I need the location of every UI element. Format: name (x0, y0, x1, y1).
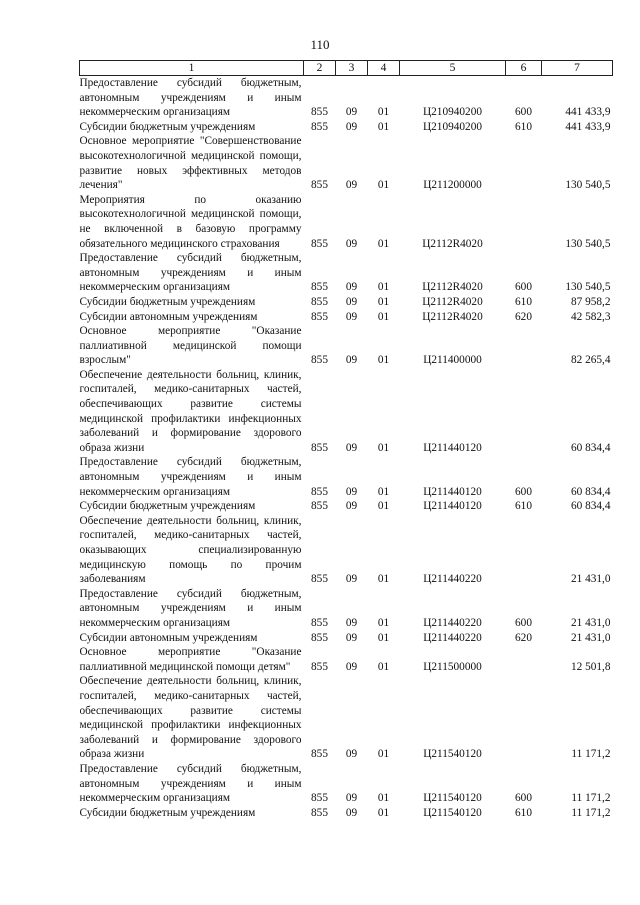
row-section: 09 (345, 237, 358, 250)
header-col-1: 1 (80, 61, 304, 76)
row-amount: 60 834,4 (570, 485, 611, 498)
row-amount: 11 171,2 (571, 748, 611, 761)
row-section: 09 (345, 485, 358, 498)
table-row (80, 134, 613, 192)
row-name: Субсидии бюджетным учреждениям (79, 806, 256, 819)
row-section: 09 (345, 660, 358, 673)
row-expense-type (506, 324, 542, 368)
row-expense-type: 600 (515, 106, 532, 119)
table-row (80, 587, 613, 631)
row-section: 09 (345, 310, 358, 323)
row-subsection: 01 (377, 485, 390, 498)
row-expense-type (506, 134, 542, 192)
row-subsection: 01 (377, 792, 390, 805)
header-col-5: 5 (400, 61, 506, 76)
row-expense-type (506, 368, 542, 456)
row-amount: 60 834,4 (570, 500, 611, 513)
row-ministry: 855 (311, 120, 328, 133)
row-name: Субсидии бюджетным учреждениям (79, 295, 256, 308)
row-expense-type: 620 (515, 310, 532, 323)
table-row (80, 193, 613, 251)
row-target-article: Ц2112R4020 (422, 237, 483, 250)
table-row (80, 310, 613, 325)
row-expense-type (506, 645, 542, 674)
row-name: Мероприятия по оказанию высокотехнологичной медицинской помощи, не включенной в базовую программу обязательного медицинского страхования (79, 193, 302, 250)
row-target-article: Ц2112R4020 (422, 295, 483, 308)
row-ministry: 855 (311, 616, 328, 629)
row-subsection: 01 (377, 237, 390, 250)
row-target-article: Ц211540120 (423, 806, 482, 819)
row-name: Субсидии автономным учреждениям (79, 310, 258, 323)
row-target-article: Ц211540120 (423, 748, 482, 761)
row-amount: 12 501,8 (570, 660, 611, 673)
row-subsection: 01 (377, 748, 390, 761)
table-row (80, 631, 613, 646)
row-amount: 441 433,9 (565, 120, 611, 133)
row-amount: 21 431,0 (570, 573, 611, 586)
row-amount: 130 540,5 (565, 179, 611, 192)
table-row (80, 295, 613, 310)
row-amount: 11 171,2 (571, 806, 611, 819)
row-expense-type: 610 (515, 120, 532, 133)
row-section: 09 (345, 354, 358, 367)
row-ministry: 855 (311, 485, 328, 498)
row-target-article: Ц211500000 (423, 660, 482, 673)
budget-table (79, 60, 613, 820)
row-section: 09 (345, 748, 358, 761)
row-section: 09 (345, 500, 358, 513)
table-row (80, 514, 613, 587)
row-name: Обеспечение деятельности больниц, клиник, госпиталей, медико-санитарных частей, обеспечивающих развитие системы медицинской профилактики инфекционных заболеваний и формирование здорового образа жизни (79, 368, 302, 454)
row-subsection: 01 (377, 806, 390, 819)
row-section: 09 (345, 573, 358, 586)
row-subsection: 01 (377, 354, 390, 367)
row-section: 09 (345, 616, 358, 629)
row-subsection: 01 (377, 660, 390, 673)
row-expense-type: 600 (515, 281, 532, 294)
row-ministry: 855 (311, 792, 328, 805)
row-subsection: 01 (377, 616, 390, 629)
row-subsection: 01 (377, 281, 390, 294)
row-amount: 130 540,5 (565, 237, 611, 250)
table-row (80, 499, 613, 514)
row-amount: 60 834,4 (570, 441, 611, 454)
row-expense-type: 600 (515, 616, 532, 629)
table-row (80, 806, 613, 821)
header-col-7: 7 (542, 61, 613, 76)
row-target-article: Ц211400000 (423, 354, 482, 367)
row-section: 09 (345, 281, 358, 294)
row-expense-type: 600 (515, 792, 532, 805)
table-row (80, 674, 613, 762)
table-body (80, 76, 613, 821)
row-name: Субсидии автономным учреждениям (79, 631, 258, 644)
row-name: Предоставление субсидий бюджетным, автономным учреждениям и иным некоммерческим организациям (79, 77, 302, 119)
row-amount: 130 540,5 (565, 281, 611, 294)
table-row (80, 251, 613, 295)
row-expense-type: 620 (515, 631, 532, 644)
table-row (80, 368, 613, 456)
row-ministry: 855 (311, 281, 328, 294)
table-row (80, 324, 613, 368)
header-col-6: 6 (506, 61, 542, 76)
row-expense-type: 610 (515, 500, 532, 513)
row-subsection: 01 (377, 179, 390, 192)
row-target-article: Ц211200000 (423, 179, 482, 192)
row-subsection: 01 (377, 573, 390, 586)
row-name: Субсидии бюджетным учреждениям (79, 120, 256, 133)
row-section: 09 (345, 806, 358, 819)
row-amount: 21 431,0 (570, 616, 611, 629)
row-ministry: 855 (311, 295, 328, 308)
row-name: Основное мероприятие "Оказание паллиативной медицинской помощи детям" (79, 646, 302, 673)
row-target-article: Ц211440120 (423, 500, 482, 513)
row-expense-type: 610 (515, 806, 532, 819)
row-section: 09 (345, 120, 358, 133)
table-row (80, 120, 613, 135)
row-ministry: 855 (311, 441, 328, 454)
row-name: Предоставление субсидий бюджетным, автономным учреждениям и иным некоммерческим организациям (79, 587, 302, 629)
row-ministry: 855 (311, 631, 328, 644)
row-section: 09 (345, 441, 358, 454)
row-target-article: Ц210940200 (423, 120, 482, 133)
row-expense-type: 610 (515, 295, 532, 308)
row-amount: 441 433,9 (565, 106, 611, 119)
row-ministry: 855 (311, 573, 328, 586)
row-target-article: Ц2112R4020 (422, 281, 483, 294)
row-target-article: Ц2112R4020 (422, 310, 483, 323)
row-section: 09 (345, 792, 358, 805)
row-target-article: Ц211540120 (423, 792, 482, 805)
row-subsection: 01 (377, 441, 390, 454)
row-section: 09 (345, 106, 358, 119)
table-header (80, 61, 613, 76)
row-ministry: 855 (311, 748, 328, 761)
row-section: 09 (345, 295, 358, 308)
row-amount: 21 431,0 (570, 631, 611, 644)
header-col-4: 4 (368, 61, 400, 76)
row-amount: 87 958,2 (570, 295, 611, 308)
row-target-article: Ц210940200 (423, 106, 482, 119)
row-target-article: Ц211440220 (423, 573, 482, 586)
row-target-article: Ц211440220 (423, 631, 482, 644)
row-ministry: 855 (311, 500, 328, 513)
row-target-article: Ц211440220 (423, 616, 482, 629)
row-name: Основное мероприятие "Оказание паллиативной медицинской помощи взрослым" (79, 325, 302, 367)
row-amount: 11 171,2 (571, 792, 611, 805)
row-subsection: 01 (377, 120, 390, 133)
row-expense-type (506, 193, 542, 251)
row-section: 09 (345, 631, 358, 644)
row-name: Предоставление субсидий бюджетным, автономным учреждениям и иным некоммерческим организациям (79, 762, 302, 805)
row-ministry: 855 (311, 179, 328, 192)
row-target-article: Ц211440120 (423, 485, 482, 498)
row-ministry: 855 (311, 354, 328, 367)
table-row (80, 455, 613, 499)
row-target-article: Ц211440120 (423, 441, 482, 454)
row-subsection: 01 (377, 631, 390, 644)
row-name: Субсидии бюджетным учреждениям (79, 500, 256, 513)
row-expense-type (506, 674, 542, 762)
row-expense-type: 600 (515, 485, 532, 498)
row-name: Обеспечение деятельности больниц, клиник, госпиталей, медико-санитарных частей, обеспечивающих развитие системы медицинской профилактики инфекционных заболеваний и формирование здорового образа жизни (79, 675, 302, 761)
row-section: 09 (345, 179, 358, 192)
row-amount: 42 582,3 (570, 310, 611, 323)
page-number: 110 (310, 37, 330, 52)
row-ministry: 855 (311, 310, 328, 323)
header-col-3: 3 (336, 61, 368, 76)
row-name: Обеспечение деятельности больниц, клиник, госпиталей, медико-санитарных частей, оказывающих специализированную медицинскую помощь по прочим заболеваниям (79, 514, 302, 586)
row-amount: 82 265,4 (570, 354, 611, 367)
row-ministry: 855 (311, 660, 328, 673)
row-subsection: 01 (377, 106, 390, 119)
row-subsection: 01 (377, 310, 390, 323)
row-name: Предоставление субсидий бюджетным, автономным учреждениям и иным некоммерческим организациям (79, 252, 302, 294)
header-row (80, 61, 613, 76)
row-name: Основное мероприятие "Совершенствование высокотехнологичной медицинской помощи, развитие новых эффективных методов лечения" (79, 135, 302, 192)
header-col-2: 2 (304, 61, 336, 76)
row-expense-type (506, 514, 542, 587)
table-row (80, 76, 613, 120)
row-subsection: 01 (377, 500, 390, 513)
table-row (80, 645, 613, 674)
row-name: Предоставление субсидий бюджетным, автономным учреждениям и иным некоммерческим организациям (79, 456, 302, 498)
row-subsection: 01 (377, 295, 390, 308)
row-ministry: 855 (311, 106, 328, 119)
row-ministry: 855 (311, 806, 328, 819)
table-row (80, 762, 613, 806)
row-ministry: 855 (311, 237, 328, 250)
